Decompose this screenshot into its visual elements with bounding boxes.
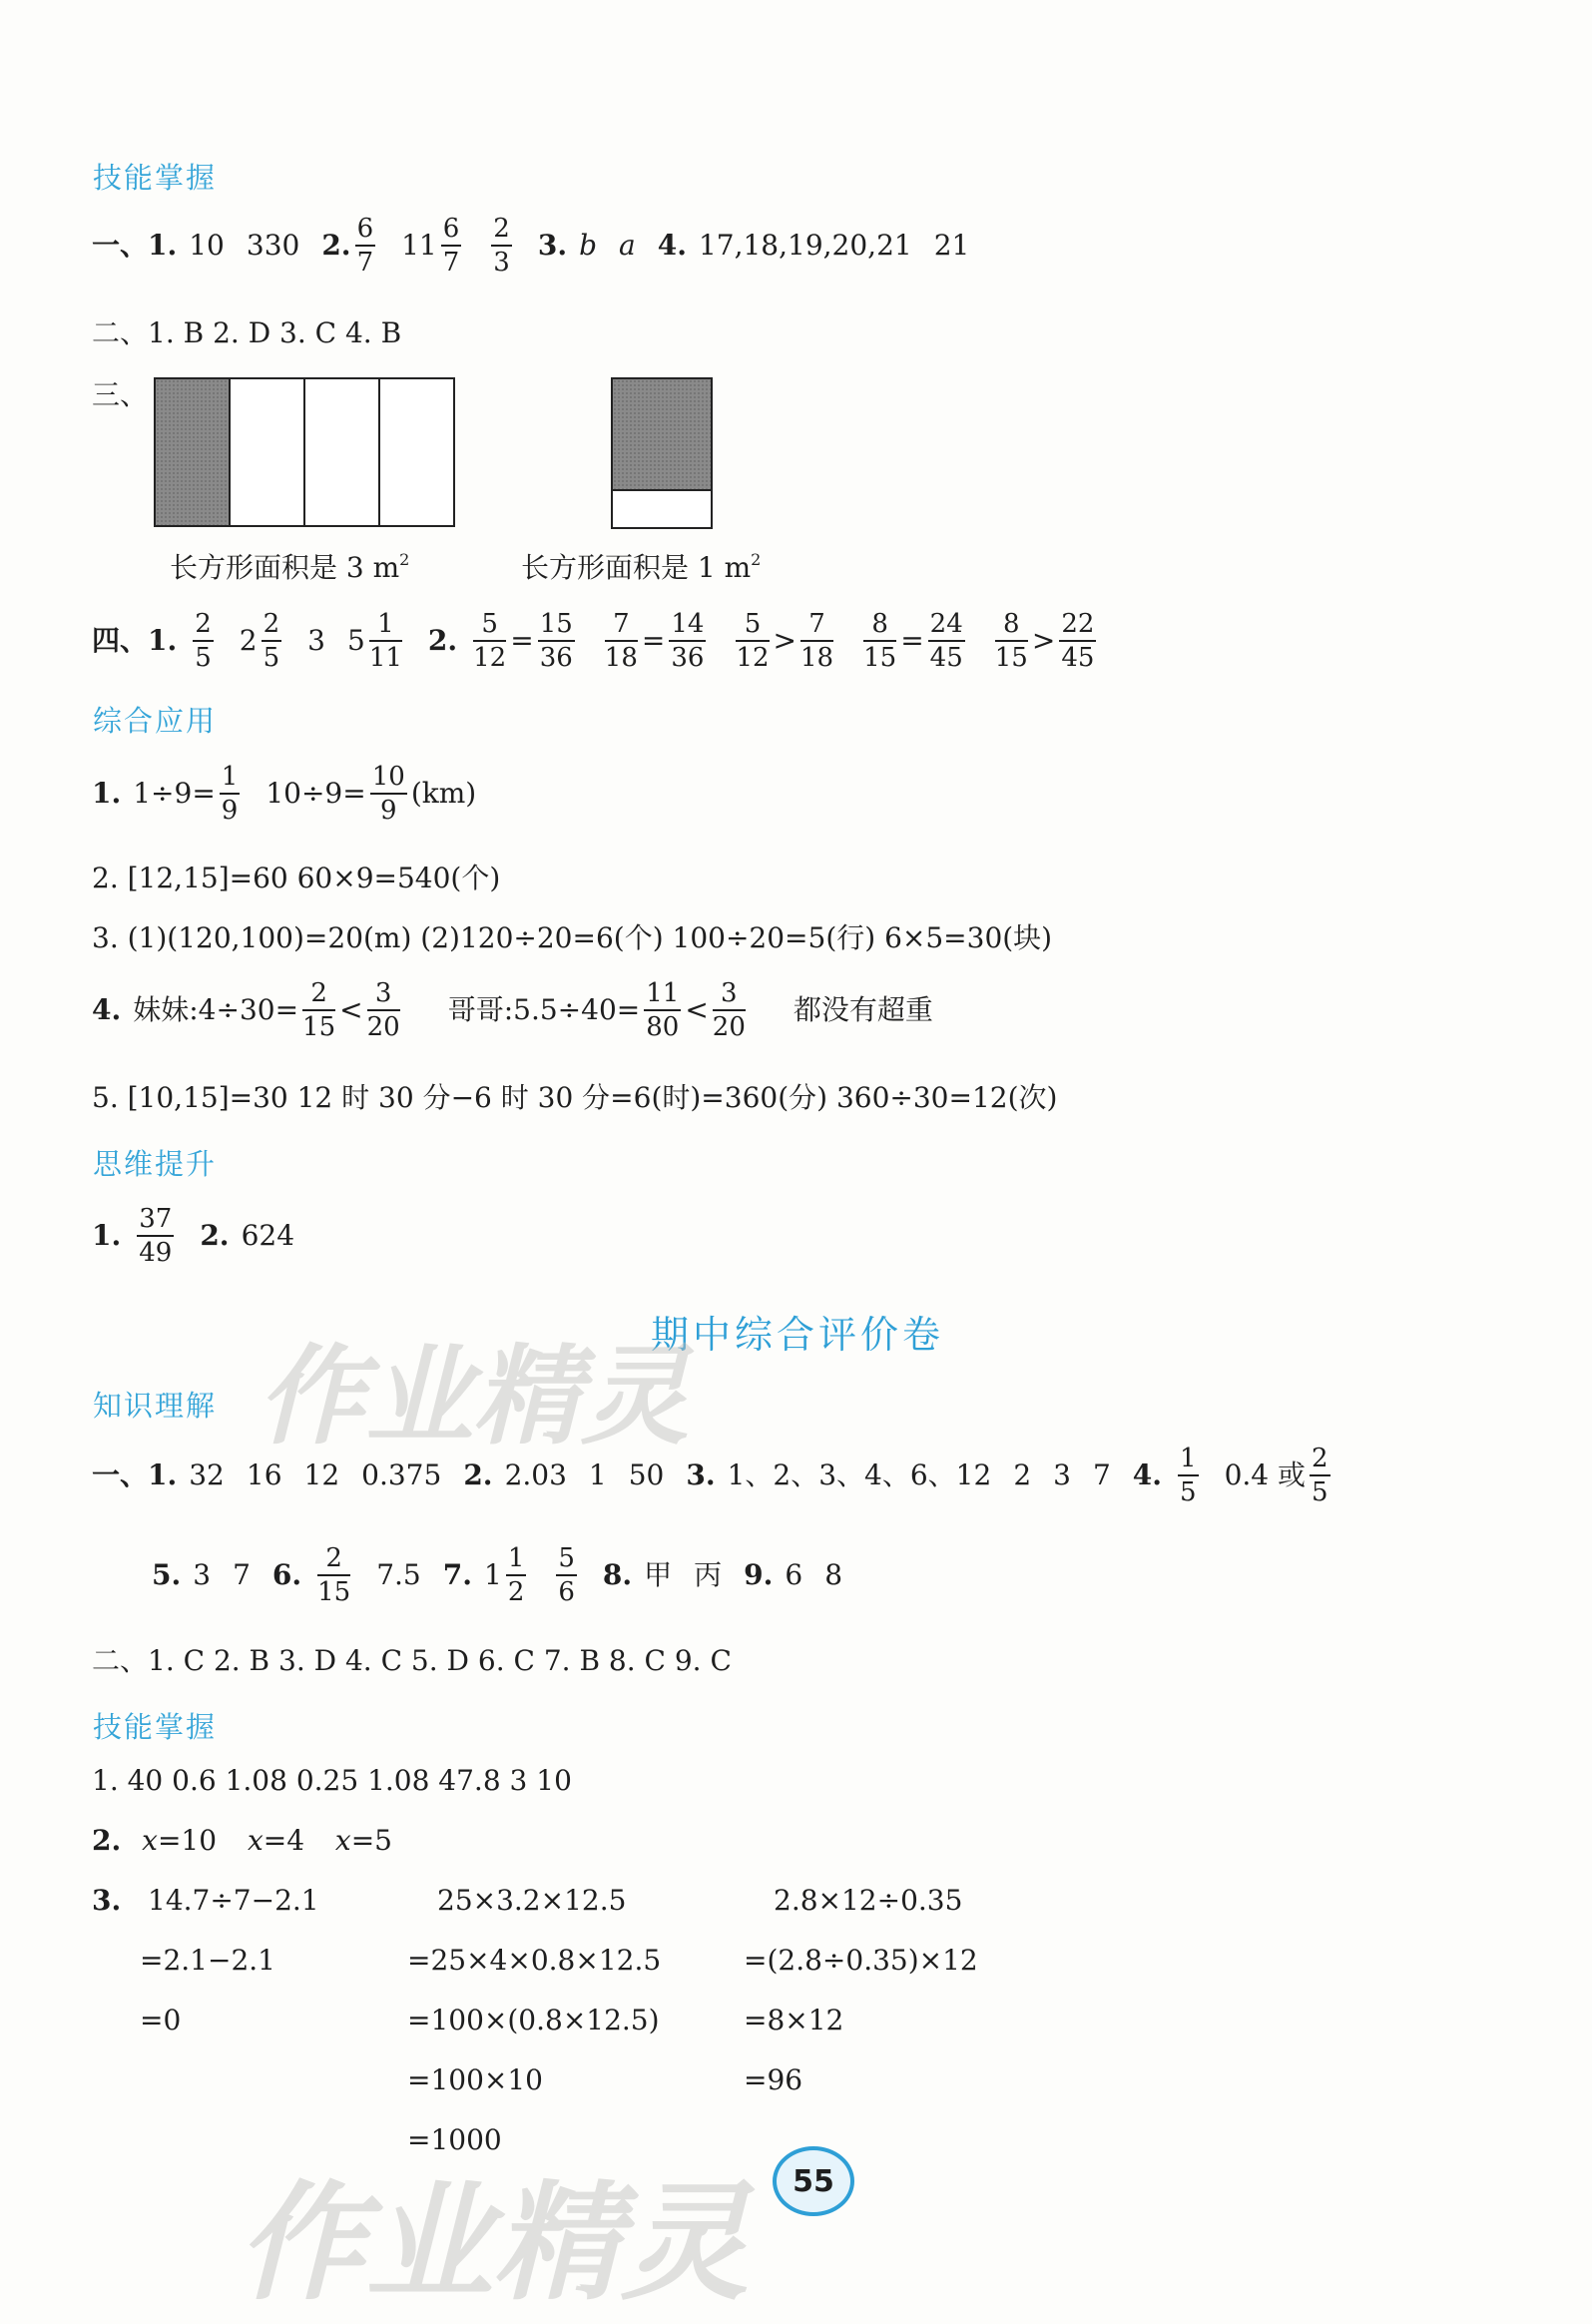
fraction: $\frac{1}{5}$ [1180, 1444, 1197, 1507]
answer-value: 7 [233, 1558, 251, 1591]
fraction: $\frac{11}{80}$ [646, 978, 680, 1042]
answer-value: 3 [1053, 1458, 1071, 1491]
question-number: 2. [427, 624, 458, 657]
section-heading-knowledge: 知识理解 [93, 1389, 218, 1423]
apply-line-5: 5. [10,15]=30 12 时 30 分−6 时 30 分=6(时)=360(分) 360÷30=12(次) [92, 1081, 1058, 1114]
question-number: 3. [537, 229, 568, 262]
fraction: $\frac{24}{45}$ [929, 609, 963, 673]
fraction: $\frac{7}{18}$ [604, 609, 638, 673]
question-number: 2. [463, 1458, 493, 1491]
answer-value: 17,18,19,20,21 [698, 229, 912, 262]
skills2-line-1: 1. 40 0.6 1.08 0.25 1.08 47.8 3 10 [92, 1764, 572, 1797]
knowledge-line-1 [92, 1446, 1334, 1505]
answer-value: 2.03 [504, 1458, 567, 1491]
answer-value: 3 [193, 1558, 212, 1591]
apply-line-1 [92, 764, 476, 824]
calc-column-2 [407, 1883, 661, 2182]
relation: = [510, 624, 534, 657]
blank-cell [613, 491, 711, 528]
answer-line-2: 二、1. B 2. D 3. C 4. B [92, 316, 402, 349]
answer-line-1 [92, 216, 969, 276]
answer-value: 1、2、3、4、6、12 [727, 1458, 992, 1491]
calc-step: 25×3.2×12.5 [437, 1884, 627, 1917]
answer-value: 32 [189, 1458, 225, 1491]
relation: = [641, 624, 666, 657]
question-number: 7. [442, 1558, 472, 1591]
shaded-cell [156, 379, 231, 525]
fraction: $\frac{15}{36}$ [539, 609, 573, 673]
answer-value: =5 [350, 1824, 392, 1857]
fraction: $\frac{10}{9}$ [371, 762, 405, 826]
page-number: 55 [793, 2163, 834, 2199]
variable: x [247, 1824, 264, 1857]
fraction: $\frac{8}{15}$ [863, 609, 897, 673]
question-number: 一、1. [92, 1458, 178, 1491]
fraction: $\frac{2}{3}$ [493, 214, 510, 278]
question-number: 3. [686, 1458, 716, 1491]
answer-value: 16 [246, 1458, 282, 1491]
calc-step: 2.8×12÷0.35 [774, 1884, 963, 1917]
question-number: 3. [92, 1884, 122, 1917]
knowledge-line-2 [152, 1545, 842, 1605]
question-number: 4. [657, 229, 687, 262]
fraction: $\frac{3}{20}$ [712, 978, 746, 1042]
question-number: 5. [152, 1558, 182, 1591]
expression: 1÷9= [133, 777, 216, 810]
expression: 哥哥:5.5÷40= [447, 993, 641, 1026]
fraction: $\frac{1}{2}$ [507, 1543, 525, 1607]
section-heading-think: 思维提升 [93, 1147, 218, 1181]
shaded-cell [613, 379, 711, 491]
question-number: 1. [92, 777, 122, 810]
calc-step: 14.7÷7−2.1 [148, 1884, 319, 1917]
relation: = [900, 624, 924, 657]
question-number: 2. [92, 1824, 122, 1857]
fraction: $\frac{5}{12}$ [473, 609, 507, 673]
answer-value: a [619, 229, 636, 262]
calc-step: =0 [140, 2004, 182, 2036]
answer-value: =4 [263, 1824, 305, 1857]
section-heading-apply: 综合应用 [93, 704, 218, 738]
answer-value: 甲 [644, 1558, 673, 1591]
apply-line-2: 2. [12,15]=60 60×9=540(个) [92, 862, 501, 894]
figure-caption-2: 长方形面积是 1 $m^2$ [521, 550, 762, 584]
relation: < [685, 993, 709, 1026]
variable: x [142, 1824, 158, 1857]
answer-value: b [579, 229, 598, 262]
fraction: $\frac{8}{15}$ [994, 609, 1028, 673]
watermark: 作业精灵 [238, 2169, 750, 2318]
calc-step: =8×12 [744, 2004, 844, 2036]
calc-step: =100×10 [407, 2063, 543, 2096]
watermark: 作业精灵 [258, 1335, 690, 1459]
question-number: 9. [744, 1558, 774, 1591]
answer-line-4 [92, 611, 1100, 671]
unit: (km) [410, 777, 477, 810]
calc-step: =25×4×0.8×12.5 [407, 1944, 662, 1977]
apply-line-3: 3. (1)(120,100)=20(m) (2)120÷20=6(个) 100÷20=5(行) 6×5=30(块) [92, 921, 1053, 954]
variable: x [334, 1824, 351, 1857]
answer-value: 丙 [694, 1558, 723, 1591]
rectangle-figure-1 [154, 377, 455, 527]
question-number: 6. [271, 1558, 302, 1591]
calc-column-3 [744, 1883, 978, 2122]
calc-step: =(2.8÷0.35)×12 [744, 1944, 978, 1977]
answer-value: 12 [303, 1458, 340, 1491]
answer-value: 7 [1092, 1458, 1111, 1491]
blank-cell [231, 379, 305, 525]
fraction: $\frac{6}{7}$ [356, 214, 374, 278]
answer-value: 0.375 [361, 1458, 442, 1491]
fraction: $\frac{2}{5}$ [1312, 1444, 1328, 1507]
question-number: 4. [1132, 1458, 1163, 1491]
think-line [92, 1206, 294, 1266]
blank-cell [380, 379, 453, 525]
answer-value: 1 [588, 1458, 607, 1491]
calc-step: =2.1−2.1 [140, 1944, 275, 1977]
calc-step: =96 [744, 2063, 803, 2096]
fraction: $\frac{2}{15}$ [302, 978, 336, 1042]
question-number: 三、 [92, 378, 149, 411]
answer-value: 624 [241, 1219, 295, 1252]
answer-value: 2 [1013, 1458, 1032, 1491]
answer-value: 0.4 或 [1224, 1458, 1307, 1491]
question-number: 四、1. [92, 624, 178, 657]
mixed-whole: 11 [401, 229, 437, 262]
section-heading-skills: 技能掌握 [93, 161, 218, 195]
mixed-whole: 1 [483, 1558, 502, 1591]
answer-value: 330 [246, 229, 300, 262]
fraction: $\frac{37}{49}$ [139, 1204, 173, 1268]
relation: > [773, 624, 797, 657]
apply-line-4 [92, 980, 933, 1040]
fraction: $\frac{5}{6}$ [558, 1543, 575, 1607]
fraction: $\frac{1}{11}$ [368, 609, 402, 673]
expression: 妹妹:4÷30= [133, 993, 299, 1026]
answer-value: 10 [189, 229, 225, 262]
fraction: $\frac{2}{5}$ [195, 609, 212, 673]
section-heading-skills-2: 技能掌握 [93, 1710, 218, 1744]
answer-value: 8 [824, 1558, 843, 1591]
answer-value: =10 [157, 1824, 218, 1857]
answer-value: 7.5 [376, 1558, 421, 1591]
answer-value: 21 [933, 229, 970, 262]
page-number-badge [773, 2146, 854, 2216]
mixed-whole: 2 [239, 624, 258, 657]
fraction: $\frac{14}{36}$ [671, 609, 705, 673]
skills2-line-2 [92, 1823, 392, 1859]
mixed-whole: 5 [346, 624, 365, 657]
question-number: 一、1. [92, 229, 178, 262]
relation: > [1031, 624, 1056, 657]
answer-value: 3 [307, 624, 325, 657]
question-number: 8. [602, 1558, 633, 1591]
fraction: $\frac{5}{12}$ [736, 609, 770, 673]
fraction: $\frac{2}{5}$ [263, 609, 280, 673]
question-number: 1. [92, 1219, 122, 1252]
fraction: $\frac{6}{7}$ [442, 214, 460, 278]
answer-value: 6 [785, 1558, 803, 1591]
question-number: 2. [321, 229, 351, 262]
relation: < [339, 993, 363, 1026]
knowledge-line-3: 二、1. C 2. B 3. D 4. C 5. D 6. C 7. B 8. C 9. C [92, 1644, 732, 1677]
calc-column-1 [140, 1883, 319, 2062]
calc-step: =100×(0.8×12.5) [407, 2004, 660, 2036]
question-number: 4. [92, 993, 122, 1026]
answer-value: 50 [628, 1458, 665, 1491]
fraction: $\frac{7}{18}$ [800, 609, 834, 673]
question-number: 2. [200, 1219, 230, 1252]
fraction: $\frac{3}{20}$ [366, 978, 400, 1042]
exam-title: 期中综合评价卷 [651, 1313, 945, 1357]
blank-cell [305, 379, 380, 525]
figure-caption-1: 长方形面积是 3 $m^2$ [170, 550, 410, 584]
fraction: $\frac{22}{45}$ [1061, 609, 1095, 673]
fraction: $\frac{1}{9}$ [221, 762, 239, 826]
fraction: $\frac{2}{15}$ [317, 1543, 351, 1607]
rectangle-figure-2 [611, 377, 713, 529]
calc-step: =1000 [407, 2123, 502, 2156]
expression: 10÷9= [265, 777, 366, 810]
conclusion: 都没有超重 [793, 993, 933, 1026]
